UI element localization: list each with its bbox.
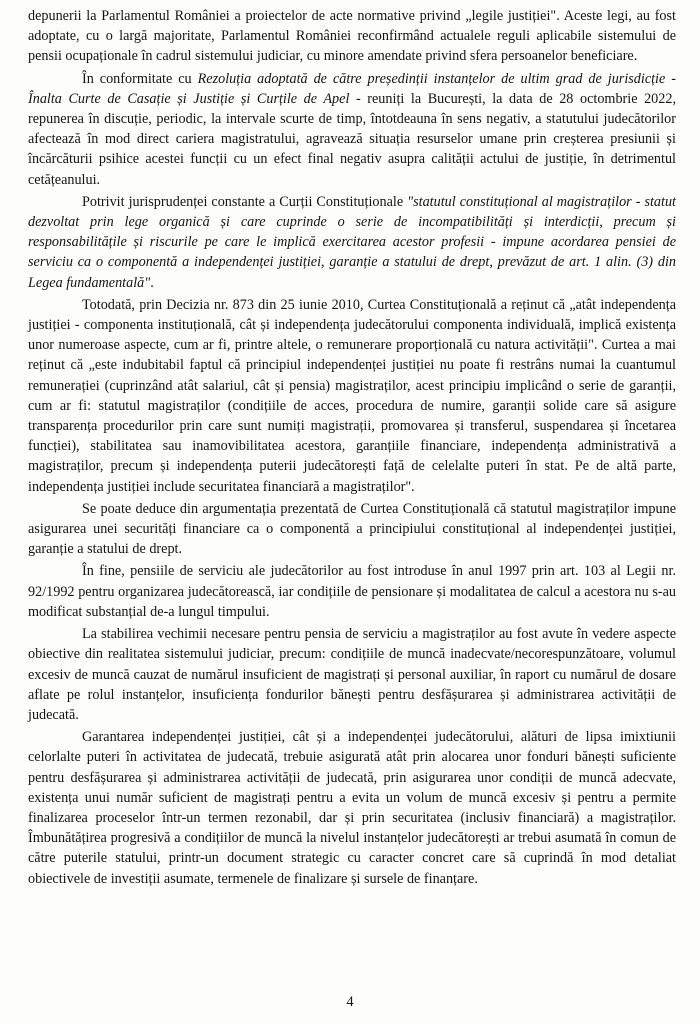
rezolutia-intro: În conformitate cu bbox=[82, 70, 198, 87]
jurisprudenta-end: . bbox=[150, 274, 154, 291]
jurisprudenta-intro: Potrivit jurisprudenței constante a Curții Constituționale bbox=[82, 193, 408, 210]
rezolutia-body: - reuniți la București, la data de 28 octombrie 2022, repunerea în discuție, periodic, la intervale scurte de timp, întotdeauna în sens negativ, a statutului judecătorilor afectează în mod direct cariera magistratului, agravează situația resurselor umane prin creșterea presiunii și încărcăturii psihice acestei funcții cu un efect final negativ asupra calității actului de justiție, în detrimentul cetățeanului. bbox=[28, 90, 677, 188]
paragraph-securitate-financiara: Se poate deduce din argumentația prezentată de Curtea Constituțională că statutul magistraților impune asigurarea unei securități financiare ca o componentă a principiului constituțional al independenței justiției, garanție a statului de drept. bbox=[28, 500, 676, 558]
paragraph-jurisprudenta bbox=[28, 192, 676, 293]
paragraph-legile-justitiei: depunerii la Parlamentul României a proiectelor de acte normative privind „legile justiției". Aceste legi, au fost adoptate, cu o largă majoritate, Parlamentul României reconfirmând actualele reguli aplicabile sistemului de pensii ocupaționale în cadrul sistemului judiciar, cu minore amendate privind sfera persoanelor beneficiare. bbox=[28, 8, 676, 65]
paragraph-pensii-1997: În fine, pensiile de serviciu ale judecătorilor au fost introduse în anul 1997 prin art. 103 al Legii nr. 92/1992 pentru organizarea judecătorească, iar condițiile de pensionare și modalitatea de calcul a acestora nu s-au modificat substanțial de-a lungul timpului. bbox=[28, 563, 676, 620]
rezolutia-title: Rezoluția adoptată de către președinții instanțelor de ultim grad de jurisdicție - Înalta Curte de Casație și Justiție și Curțile de Apel bbox=[28, 70, 676, 107]
paragraph-decizia-873: Totodată, prin Decizia nr. 873 din 25 iunie 2010, Curtea Constituțională a reținut că „atât independența justiției - componenta instituțională, cât și independența judecătorului componenta individuală, implică existența unor numeroase aspecte, cum ar fi, printre altele, o remunerare proporțională cu natura activității". Curtea a mai reținut că „este indubitabil faptul că principiul independenței justiției nu poate fi restrâns numai la cuantumul remunerației (cuprinzând atât salariul, cât și pensia) magistraților, acest principiu implicând o serie de garanții, cum ar fi: statutul magistraților (condițiile de acces, procedura de numire, garanții solide care să asigure transparența procedurilor prin care sunt numiți magistrații, promovarea și transferul, suspendarea și încetarea funcției), stabilitatea sau inamovibilitatea acestora, garanțiile financiare, independența administrativă a magistraților, precum și independența puterii judecătorești față de celelalte puteri în stat. Pe de altă parte, independența justiției include securitatea financiară a magistraților". bbox=[28, 296, 676, 495]
paragraph-garantarea: Garantarea independenței justiției, cât și a independenței judecătorului, alături de lipsa imixtiunii celorlalte puteri în activitatea de judecată, trebuie asigurată atât prin alocarea unor fonduri bănești suficiente pentru desfășurarea și administrarea activității de judecată, prin asigurarea unor condiții de muncă adecvate, existența unui număr suficient de magistrați pentru a evita un volum de muncă excesiv și pentru a permite finalizarea proceselor într-un termen rezonabil, dar și prin securitatea (inclusiv financiară) a magistraților. Îmbunătățirea progresivă a condițiilor de muncă la nivelul instanțelor judecătorești ar trebui asumată în comun de către puterile statului, printr-un document strategic cu caracter concret care să cuprindă în mod detaliat obiectivele de investiții asumate, termenele de finalizare și sursele de finanțare. bbox=[28, 729, 676, 887]
paragraph-vechime: La stabilirea vechimii necesare pentru pensia de serviciu a magistraților au fost avute în vedere aspecte obiective din realitatea sistemului judiciar, precum: condițiile de muncă inadecvate/necorespunzătoare, volumul excesiv de muncă cauzat de numărul insuficient de magistrați și personal auxiliar, în raport cu numărul de dosare aflate pe rolul instanțelor, insuficiența fondurilor bănești pentru desfășurarea și administrarea activității de judecată. bbox=[28, 626, 676, 723]
jurisprudenta-quote: "statutul constituțional al magistraților - statut dezvoltat prin lege organică și care cuprinde o serie de incompatibilități și interdicții, precum și responsabilitățile și riscurile pe care le implică exercitarea acestor profesii - impune acordarea pensiei de serviciu ca o componentă a independenței justiției, garanție a statului de drept, prevăzut de art. 1 alin. (3) din Legea fundamentală" bbox=[28, 193, 676, 291]
paragraph-rezolutia bbox=[28, 69, 676, 190]
page-number: 4 bbox=[346, 994, 354, 1010]
